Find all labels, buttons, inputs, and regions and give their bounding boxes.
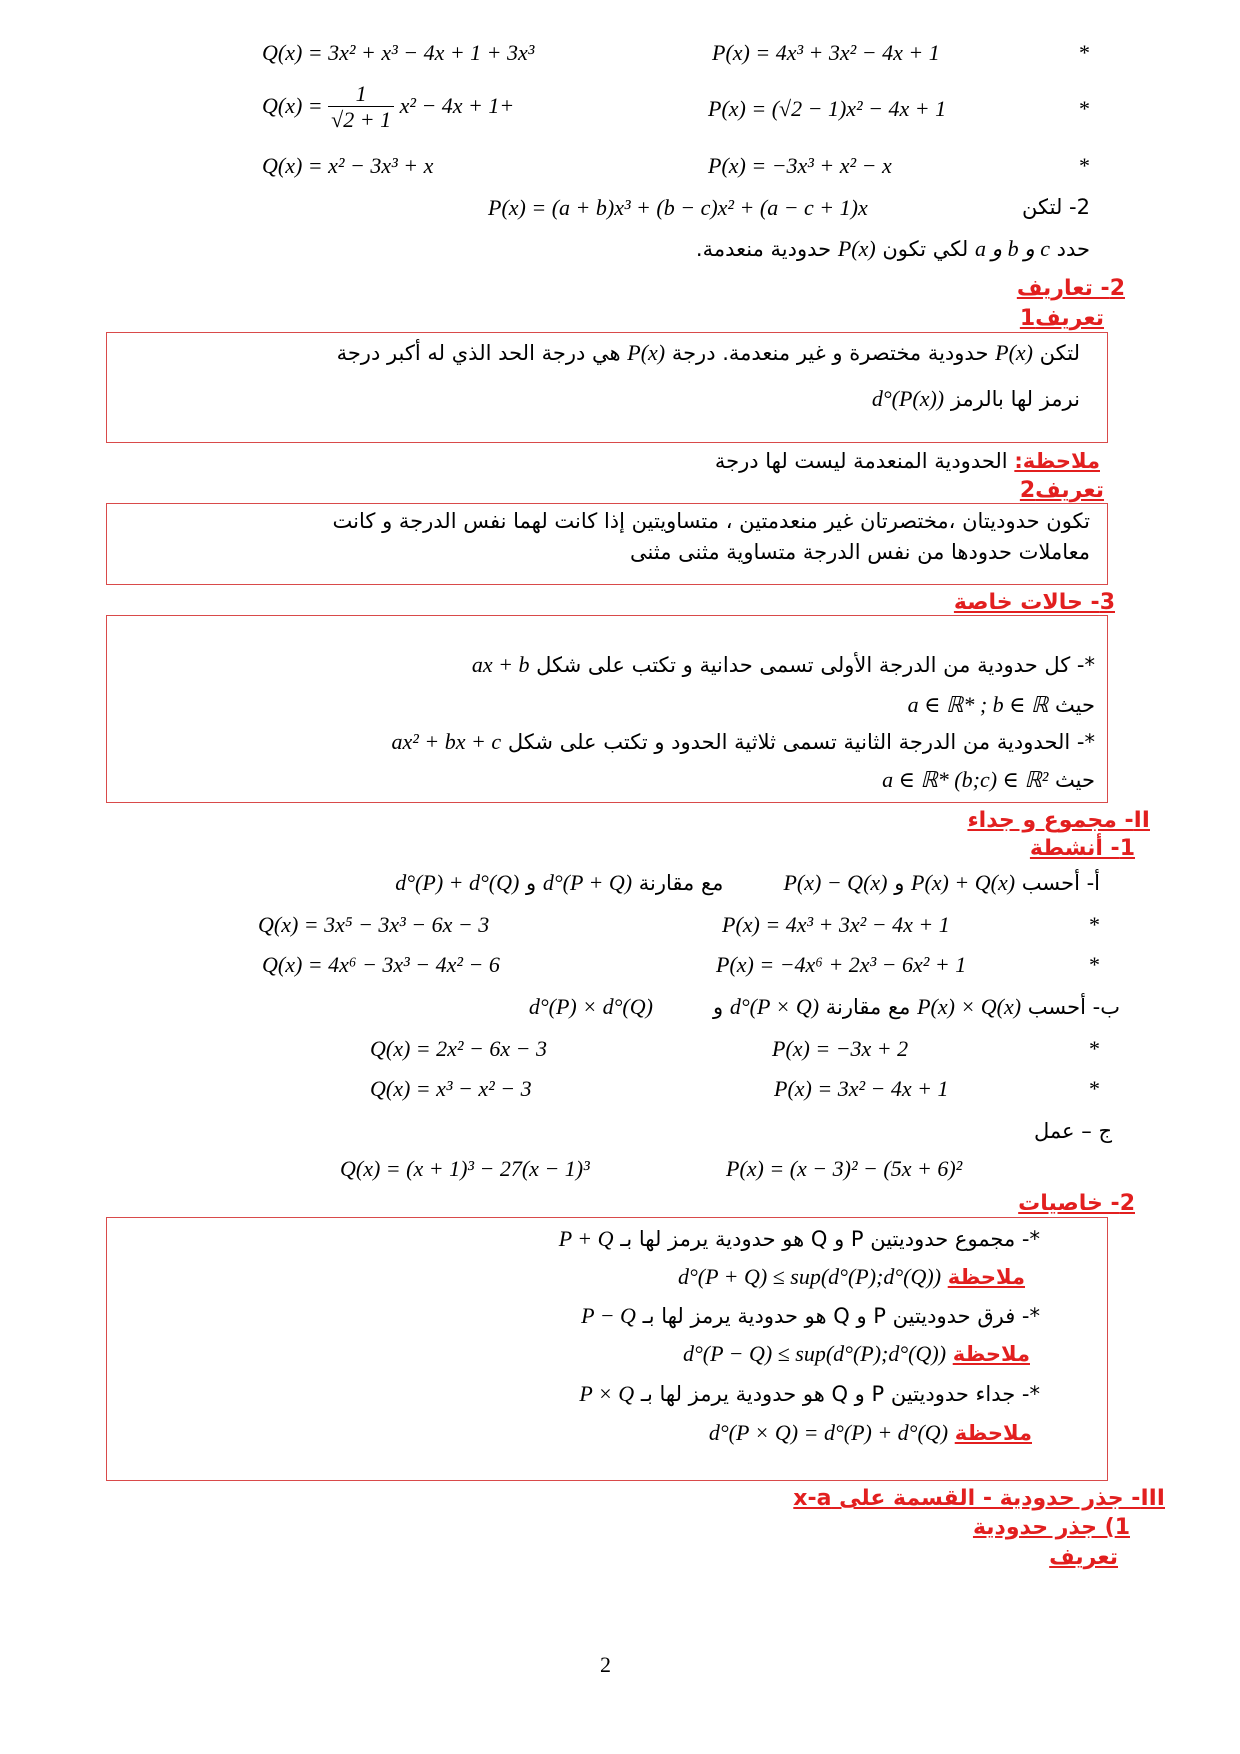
activity-a-q-1: Q(x) = 3x⁵ − 3x³ − 6x − 3: [258, 912, 490, 937]
special-case-line-3: [392, 729, 1095, 755]
bullet-star: *: [1089, 952, 1100, 977]
sum-degree-inequality: d°(P + Q) ≤ sup(d°(P);d°(Q)): [677, 1264, 942, 1289]
word-and: و: [894, 871, 905, 895]
section-properties-title: 2- خاصيات: [1018, 1191, 1135, 1216]
px-symbol: P(x): [837, 236, 876, 261]
activity-c-q: Q(x) = (x + 1)³ − 27(x − 1)³: [340, 1156, 590, 1181]
definition-2-title: تعريف2: [1019, 478, 1104, 503]
example-p-3: P(x) = −3x³ + x² − x: [708, 153, 892, 178]
activity-b-p-2: P(x) = 3x² − 4x + 1: [774, 1076, 949, 1101]
property-product-line: [579, 1381, 1040, 1407]
section-special-cases-title: 3- حالات خاصة: [953, 590, 1115, 615]
page-number: 2: [600, 1652, 611, 1677]
quadratic-form: ax² + bx + c: [391, 729, 502, 754]
degree-symbol: d°(P(x)): [871, 386, 945, 411]
exercise-2-label: 2- لتكن: [1022, 195, 1090, 219]
note-label: ملاحظة: [954, 1421, 1032, 1445]
activity-b-line: [529, 994, 1120, 1020]
note-label: ملاحظة: [952, 1342, 1030, 1366]
degree-of-sum: d°(P + Q): [542, 870, 633, 895]
root-subsection-label: 1) جذر حدودية: [972, 1515, 1130, 1540]
special-case-line-2: [908, 692, 1095, 718]
definition-1-line-2: [872, 386, 1080, 412]
exercise-2-polynomial: P(x) = (a + b)x³ + (b − c)x² + (a − c + 1)x: [488, 195, 868, 220]
definition-1-text-c: هي درجة الحد الذي له أكبر درجة: [336, 341, 621, 365]
product-degree-equality: d°(P × Q) = d°(P) + d°(Q): [708, 1420, 949, 1445]
remark-text: الحدودية المنعدمة ليست لها درجة: [714, 449, 1008, 473]
activity-a-p-2: P(x) = −4x⁶ + 2x³ − 6x² + 1: [716, 952, 967, 977]
variables-abc: a و b و c: [974, 236, 1050, 261]
definition-1-text-symbol: نرمز لها بالرمز: [950, 387, 1080, 411]
px-symbol: P(x): [627, 340, 666, 365]
example-p-1: P(x) = 4x³ + 3x² − 4x + 1: [712, 40, 940, 65]
definition-1-line-1: [337, 340, 1080, 366]
difference-expression: P(x) − Q(x): [783, 870, 888, 895]
activities-title: 1- أنشطة: [1029, 836, 1135, 861]
exercise-2-instruction: [696, 236, 1090, 262]
fraction: [328, 82, 394, 134]
word-and: و: [526, 871, 537, 895]
word-compare: مع مقارنة: [825, 995, 911, 1019]
activity-a-line: [395, 870, 1100, 896]
difference-degree-inequality: d°(P − Q) ≤ sup(d°(P);d°(Q)): [682, 1341, 947, 1366]
product-symbol: P × Q: [579, 1381, 635, 1406]
word-and: و: [713, 995, 724, 1019]
activity-c-p: P(x) = (x − 3)² − (5x + 6)²: [726, 1156, 963, 1181]
bullet-star: *: [1089, 1076, 1100, 1101]
property-sum-note: [678, 1264, 1025, 1290]
definition-2-line-1: تكون حدوديتان ،مختصرتان غير منعدمتين ، متساويتين إذا كانت لهما نفس الدرجة و كانت: [332, 509, 1090, 533]
property-sum-line: [559, 1226, 1040, 1252]
word-compare: مع مقارنة: [638, 871, 724, 895]
difference-symbol: P − Q: [581, 1303, 636, 1328]
special-case-line-4: [882, 767, 1095, 793]
section-sum-product-title: II- مجموع و جداء: [967, 808, 1150, 833]
word-let: لتكن: [1039, 341, 1080, 365]
product-of-degrees: d°(P) × d°(Q): [528, 994, 653, 1019]
root-definition-title: تعريف: [1049, 1545, 1118, 1570]
px-symbol: P(x): [995, 340, 1033, 365]
example-q-2-prefix: Q(x) =: [262, 92, 323, 118]
bullet-star: *: [1089, 912, 1100, 937]
property-product-note: [709, 1420, 1032, 1446]
fraction-numerator: 1: [328, 82, 394, 107]
example-q-2-suffix: x² − 4x + 1+: [399, 92, 515, 118]
activity-b-p-1: P(x) = −3x + 2: [772, 1036, 909, 1061]
remark-line: [715, 449, 1100, 473]
note-label: ملاحظة: [947, 1265, 1025, 1289]
sum-expression: P(x) + Q(x): [911, 870, 1016, 895]
definition-2-line-2: معاملات حدودها من نفس الدرجة متساوية مثنى مثنى: [630, 540, 1090, 564]
sum-symbol: P + Q: [558, 1226, 614, 1251]
special-case-1-text: *- كل حدودية من الدرجة الأولى تسمى حدانية و تكتب على شكل: [536, 653, 1095, 677]
definition-1-text-b: حدودية مختصرة و غير منعدمة. درجة: [671, 341, 989, 365]
linear-form: ax + b: [471, 652, 530, 677]
activity-b-q-2: Q(x) = x³ − x² − 3: [370, 1076, 532, 1101]
example-q-1: Q(x) = 3x² + x³ − 4x + 1 + 3x³: [262, 40, 535, 65]
word-zero-polynomial: حدودية منعدمة.: [695, 237, 832, 261]
word-where: حيث: [1055, 768, 1095, 792]
example-q-2: [262, 82, 514, 134]
activity-b-q-1: Q(x) = 2x² − 6x − 3: [370, 1036, 547, 1061]
example-p-2: P(x) = (√2 − 1)x² − 4x + 1: [708, 96, 947, 121]
product-expression: P(x) × Q(x): [917, 994, 1022, 1019]
property-difference-text: *- فرق حدوديتين P و Q هو حدودية يرمز لها بـ: [642, 1304, 1040, 1328]
bullet-star: *: [1089, 1036, 1100, 1061]
example-q-3: Q(x) = x² − 3x³ + x: [262, 153, 434, 178]
special-case-line-1: [472, 652, 1095, 678]
section-definitions-title: 2- تعاريف: [1016, 276, 1125, 301]
quadratic-conditions: a ∈ ℝ* (b;c) ∈ ℝ²: [882, 767, 1049, 792]
bullet-star: *: [1079, 96, 1090, 121]
word-define: حدد: [1056, 237, 1090, 261]
root-subsection-title: [973, 1515, 1130, 1540]
activity-b-label: ب- أحسب: [1027, 995, 1120, 1019]
property-difference-line: [581, 1303, 1040, 1329]
bullet-star: *: [1079, 40, 1090, 65]
fraction-denominator: √2 + 1: [331, 107, 392, 133]
definition-1-title: تعريف1: [1019, 306, 1104, 331]
activity-c-label: ج – عمل: [1034, 1119, 1112, 1143]
property-product-text: *- جداء حدوديتين P و Q هو حدودية يرمز لها بـ: [640, 1382, 1040, 1406]
activity-a-q-2: Q(x) = 4x⁶ − 3x³ − 4x² − 6: [262, 952, 500, 977]
property-sum-text: *- مجموع حدوديتين P و Q هو حدودية يرمز لها بـ: [620, 1227, 1040, 1251]
special-case-3-text: *- الحدودية من الدرجة الثانية تسمى ثلاثية الحدود و تكتب على شكل: [507, 730, 1095, 754]
word-so-that: لكي تكون: [882, 237, 969, 261]
activity-a-p-1: P(x) = 4x³ + 3x² − 4x + 1: [722, 912, 950, 937]
property-difference-note: [683, 1341, 1030, 1367]
activity-a-label: أ- أحسب: [1021, 871, 1100, 895]
section-root-title: III- جذر حدودية - القسمة على x-a: [793, 1486, 1165, 1511]
sum-of-degrees: d°(P) + d°(Q): [395, 870, 520, 895]
degree-of-product: d°(P × Q): [729, 994, 820, 1019]
bullet-star: *: [1079, 153, 1090, 178]
linear-conditions: a ∈ ℝ* ; b ∈ ℝ: [907, 692, 1049, 717]
remark-label: ملاحظة:: [1014, 449, 1100, 473]
word-where: حيث: [1055, 693, 1095, 717]
